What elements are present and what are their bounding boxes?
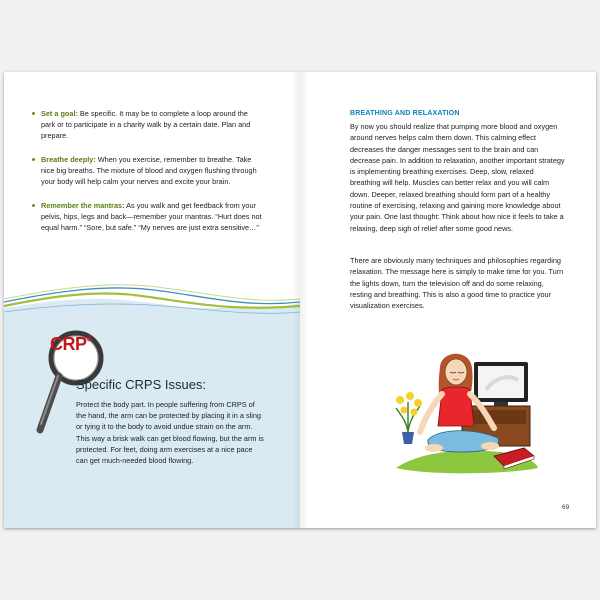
bullet-dot-icon: [32, 158, 35, 161]
section-heading: BREATHING AND RELAXATION: [350, 110, 460, 117]
bullet-text: When you exercise, remember to breathe. Take nice big breaths. The mixture of blood and oxygen flushing through your body will help calm your nerves and excite your brain.: [41, 155, 257, 186]
meditating-woman-illustration: [390, 348, 540, 478]
crps-logo-suffix: s: [86, 333, 92, 344]
page-number: 69: [562, 504, 570, 511]
tips-list: [32, 108, 264, 246]
crps-logo: [50, 334, 92, 355]
bullet-dot-icon: [32, 112, 35, 115]
paragraph-1: By now you should realize that pumping more blood and oxygen around nerves helps calm them down. This calming effect decreases the danger messages sent to the brain and can decrease pain. In addition to relaxation, another important strategy is implementing breathing exercises. Deep, slow, relaxed breathing will help. Muscles can better relax and you will calm down. Deeper, relaxed breathing should form part of a healthy routine of exercising, relaxing and gaining more knowledge about your pain. One last thought: Think about how nice it feels to take a relaxing, deep sigh of relief after some good news.: [350, 122, 565, 233]
list-item: [32, 200, 264, 233]
crps-panel-text: Protect the body part. In people suffering from CRPS of the hand, the arm can be protected by placing it in a sling or tying it to the body to avoid undue strain on the arm. This way a brisk walk can get blood flowing, but the arm is protected. For feet, doing arm exercises at a nice pace can get much-needed blood flowing.: [76, 400, 264, 466]
crps-panel-title: Specific CRPS Issues:: [76, 377, 207, 392]
bullet-text: As you walk and get feedback from your pelvis, hips, legs and back—remember your mantras. “Hurt does not equal harm.” “Sore, but safe.” “My nerves are just extra sensitive…”: [41, 201, 262, 232]
paragraph-2: There are obviously many techniques and philosophies regarding relaxation. The message here is simply to make time for you. Turn the lights down, turn the television off and do some relaxing, resting and breathing. This is also a good time to practice your visualization exercises.: [350, 256, 564, 311]
right-page: [300, 72, 596, 528]
list-item: [32, 108, 264, 141]
list-item: [32, 154, 264, 187]
bullet-lead: Breathe deeply:: [41, 155, 96, 164]
bullet-text: Be specific. It may be to complete a loop around the park or to participate in a charity walk by a certain date. Plan and prepare.: [41, 109, 251, 140]
crps-logo-main: CRP: [50, 334, 87, 354]
bullet-lead: Remember the mantras:: [41, 201, 125, 210]
book-spread: [4, 72, 596, 528]
bullet-dot-icon: [32, 204, 35, 207]
left-page: [4, 72, 300, 528]
bullet-lead: Set a goal:: [41, 109, 78, 118]
